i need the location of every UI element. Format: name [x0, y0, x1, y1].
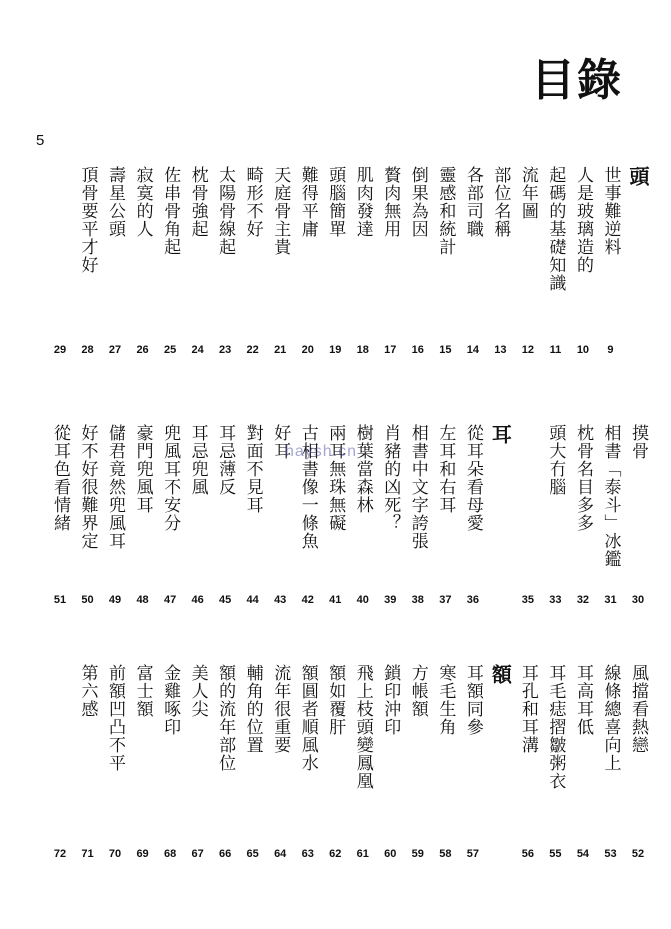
toc-entry-page: 67: [191, 848, 204, 860]
toc-entry-page: 45: [219, 594, 232, 606]
toc-entry-page: 12: [521, 344, 535, 356]
section-heading: 耳: [488, 424, 513, 445]
toc-entry-title: 流年圖: [517, 166, 538, 220]
toc-entry-title: 豪門兜風耳: [132, 424, 153, 514]
toc-entry-title: 天庭骨主貴: [270, 166, 291, 256]
toc-entry-title: 頂骨要平才好: [77, 166, 98, 274]
toc-entry-page: 9: [607, 344, 614, 356]
toc-entry-title: 寂寞的人: [132, 166, 153, 238]
toc-entry-page: 47: [163, 594, 177, 606]
toc-section-forehead: [53, 664, 648, 864]
toc-entry-page: 51: [53, 594, 67, 606]
toc-entry-page: 15: [439, 344, 452, 356]
toc-entry-page: 31: [604, 594, 617, 606]
toc-entry-title: 頭腦簡單: [325, 166, 346, 238]
toc-title: 目錄: [531, 55, 623, 106]
watermark: haysh.cn: [285, 443, 358, 460]
toc-entry-page: 32: [576, 594, 590, 606]
toc-entry-title: 耳忌薄反: [215, 424, 236, 496]
toc-entry-title: 枕骨名目多多: [572, 424, 593, 532]
toc-entry-page: 58: [439, 848, 452, 860]
toc-section-head: [53, 166, 650, 366]
toc-entry-title: 富士額: [132, 664, 153, 718]
toc-entry-page: 72: [53, 848, 67, 860]
toc-entry-title: 頭大冇腦: [545, 424, 566, 496]
toc-entry-page: 46: [191, 594, 204, 606]
toc-entry-title: 枕骨強起: [187, 166, 208, 238]
toc-entry-title: 人是玻璃造的: [572, 166, 593, 274]
toc-entry-page: 64: [274, 848, 287, 860]
toc-entry-title: 前額凹凸不平: [105, 664, 126, 772]
toc-entry-title: 畸形不好: [242, 166, 263, 238]
toc-entry-page: 41: [329, 594, 342, 606]
toc-entry-title: 壽星公頭: [105, 166, 126, 238]
toc-entry-title: 靈感和統計: [435, 166, 456, 256]
toc-entry-title: 輔角的位置: [242, 664, 263, 754]
toc-entry-title: 飛上枝頭變鳳凰: [352, 664, 373, 790]
toc-entry-title: 方帳額: [407, 664, 428, 718]
toc-entry-title: 風擋看熱戀: [628, 664, 648, 754]
toc-entry-page: 37: [439, 594, 452, 606]
toc-entry-page: 29: [53, 344, 67, 356]
toc-entry-page: 56: [521, 848, 535, 860]
toc-entry-title: 樹葉當森林: [352, 424, 373, 514]
toc-entry-page: 63: [301, 848, 314, 860]
toc-entry-title: 兩耳無珠無礙: [325, 424, 346, 532]
toc-entry-page: 55: [549, 848, 562, 860]
section-heading: 頭: [626, 166, 650, 187]
toc-entry-page: 30: [631, 594, 645, 606]
page-number: 5: [36, 132, 45, 149]
toc-entry-page: 54: [576, 848, 590, 860]
toc-entry-page: 20: [301, 344, 314, 356]
toc-entry-title: 起碼的基礎知識: [545, 166, 566, 292]
toc-entry-title: 部位名稱: [490, 166, 511, 238]
toc-entry-title: 金雞啄印: [160, 664, 181, 736]
toc-entry-page: 69: [136, 848, 149, 860]
toc-entry-title: 倒果為因: [407, 166, 428, 238]
toc-entry-title: 左耳和右耳: [435, 424, 456, 514]
toc-entry-page: 19: [329, 344, 342, 356]
toc-entry-page: 36: [466, 594, 479, 606]
toc-entry-title: 額的流年部位: [215, 664, 236, 772]
toc-entry-title: 鎖印沖印: [380, 664, 401, 736]
section-heading: 額: [488, 664, 513, 685]
toc-entry-page: 39: [384, 594, 397, 606]
toc-entry-page: 28: [81, 344, 94, 356]
toc-entry-page: 18: [356, 344, 369, 356]
toc-entry-title: 額如覆肝: [325, 664, 346, 736]
toc-entry-page: 57: [466, 848, 479, 860]
toc-entry-page: 10: [576, 344, 590, 356]
toc-entry-title: 古相書像一條魚: [297, 424, 318, 550]
toc-entry-title: 耳額同參: [462, 664, 483, 736]
toc-entry-page: 65: [246, 848, 259, 860]
toc-entry-page: 49: [108, 594, 122, 606]
toc-entry-page: 42: [301, 594, 314, 606]
toc-entry-title: 兜風耳不安分: [160, 424, 181, 532]
toc-entry-page: 50: [81, 594, 94, 606]
toc-entry-title: 耳孔和耳溝: [517, 664, 538, 754]
toc-entry-page: 71: [81, 848, 94, 860]
toc-entry-page: 53: [604, 848, 617, 860]
toc-entry-title: 美人尖: [187, 664, 208, 718]
toc-entry-title: 肖豬的凶死？: [380, 424, 401, 532]
toc-entry-page: 62: [329, 848, 342, 860]
toc-entry-title: 對面不見耳: [242, 424, 263, 514]
toc-entry-page: 23: [219, 344, 232, 356]
toc-entry-page: 60: [384, 848, 397, 860]
toc-entry-page: 70: [108, 848, 122, 860]
toc-entry-title: 難得平庸: [297, 166, 318, 238]
toc-entry-title: 儲君竟然兜風耳: [105, 424, 126, 550]
toc-entry-page: 52: [631, 848, 645, 860]
toc-entry-title: 耳高耳低: [572, 664, 593, 736]
toc-entry-title: 寒毛生角: [435, 664, 456, 736]
toc-entry-page: 68: [163, 848, 177, 860]
toc-entry-title: 佐串骨角起: [160, 166, 181, 256]
toc-entry-title: 耳忌兜風: [187, 424, 208, 496]
toc-entry-page: 13: [494, 344, 507, 356]
toc-entry-page: 25: [163, 344, 177, 356]
toc-entry-title: 耳毛痣摺皺粥衣: [545, 664, 566, 790]
toc-entry-title: 額圓者順風水: [297, 664, 318, 772]
toc-entry-title: 好不好很難界定: [77, 424, 98, 550]
toc-entry-title: 好耳: [270, 424, 291, 460]
toc-entry-page: 14: [466, 344, 479, 356]
toc-entry-page: 38: [411, 594, 424, 606]
toc-entry-page: 16: [411, 344, 424, 356]
toc-entry-page: 66: [219, 848, 232, 860]
toc-entry-title: 相書中文字誇張: [407, 424, 428, 550]
toc-entry-page: 59: [411, 848, 424, 860]
toc-entry-page: 11: [549, 344, 562, 356]
toc-entry-title: 第六感: [77, 664, 98, 718]
toc-entry-page: 48: [136, 594, 149, 606]
toc-entry-title: 世事難逆料: [600, 166, 621, 256]
toc-entry-title: 從耳色看情緒: [50, 424, 70, 532]
toc-entry-page: 33: [549, 594, 562, 606]
toc-entry-title: 贅肉無用: [380, 166, 401, 238]
toc-entry-page: 43: [274, 594, 287, 606]
toc-entry-title: 從耳朵看母愛: [462, 424, 483, 532]
toc-entry-page: 61: [356, 848, 369, 860]
toc-entry-page: 17: [384, 344, 397, 356]
toc-entry-page: 35: [521, 594, 535, 606]
toc-entry-page: 27: [108, 344, 122, 356]
toc-entry-title: 太陽骨線起: [215, 166, 236, 256]
toc-entry-page: 26: [136, 344, 149, 356]
toc-entry-title: 摸骨: [628, 424, 648, 460]
toc-entry-title: 線條總喜向上: [600, 664, 621, 772]
toc-entry-page: 40: [356, 594, 369, 606]
toc-entry-page: 24: [191, 344, 204, 356]
toc-entry-title: 相書「泰斗」冰鑑: [600, 424, 621, 568]
toc-entry-page: 44: [246, 594, 259, 606]
toc-entry-title: 流年很重要: [270, 664, 291, 754]
toc-entry-title: 各部司職: [462, 166, 483, 238]
toc-entry-page: 21: [274, 344, 287, 356]
toc-entry-page: 22: [246, 344, 259, 356]
toc-entry-title: 肌肉發達: [352, 166, 373, 238]
